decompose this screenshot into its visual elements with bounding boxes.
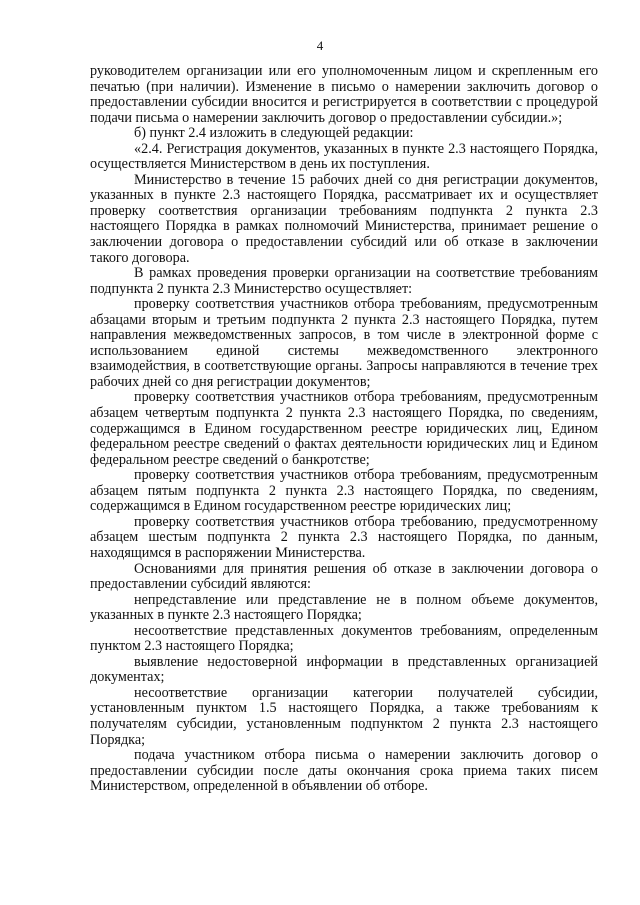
paragraph-2-4-registration: «2.4. Регистрация документов, указанных в пункте 2.3 настоящего Порядка, осуществляется Министерством в день их поступления. xyxy=(90,140,598,173)
paragraph-refusal-grounds: Основаниями для принятия решения об отказе в заключении договора о предоставлении субсидий являются: xyxy=(90,560,598,593)
paragraph-continuation: руководителем организации или его уполномоченным лицом и скрепленным его печатью (при наличии). Изменение в письмо о намерении заключить договор о предоставлении субсидии вносится и регистрируется в соответствии с процедурой подачи письма о намерении заключить договор о предоставлении субсидии.»; xyxy=(90,63,598,126)
paragraph-ground-late-submission: подача участником отбора письма о намерении заключить договор о предоставлении субсидии после даты окончания срока приема таких писем Министерством, определенной в объявлении об отборе. xyxy=(90,747,598,795)
paragraph-amendment-b: б) пункт 2.4 изложить в следующей редакции: xyxy=(134,125,414,142)
page-number: 4 xyxy=(316,38,324,53)
paragraph-check-interagency: проверку соответствия участников отбора требованиям, предусмотренным абзацами вторым и третьим подпункта 2 пункта 2.3 настоящего Порядка, путем направления межведомственных запросов, в том числе в электронной форме с использованием единой системы межведомственного электронного взаимодействия, в соответствующие органы. Запросы направляются в течение трех рабочих дней со дня регистрации документов; xyxy=(90,296,598,390)
paragraph-check-ministry-data: проверку соответствия участников отбора требованию, предусмотренному абзацем шестым подпункта 2 пункта 2.3 настоящего Порядка, по данным, находящимся в распоряжении Министерства. xyxy=(90,513,598,561)
paragraph-ground-incomplete-docs: непредставление или представление не в полном объеме документов, указанных в пункте 2.3 настоящего Порядка; xyxy=(90,591,598,624)
paragraph-ground-category-mismatch: несоответствие организации категории получателей субсидии, установленным пунктом 1.5 настоящего Порядка, а также требованиям к получателям субсидии, установленным подпунктом 2 пункта 2.3 настоящего Порядка; xyxy=(90,684,598,748)
paragraph-ground-false-info: выявление недостоверной информации в представленных организацией документах; xyxy=(90,653,598,686)
paragraph-check-scope: В рамках проведения проверки организации на соответствие требованиям подпункта 2 пункта 2.3 Министерство осуществляет: xyxy=(90,265,598,297)
paragraph-check-egrul: проверку соответствия участников отбора требованиям, предусмотренным абзацем пятым подпункта 2 пункта 2.3 настоящего Порядка, по сведениям, содержащимся в Едином государственном реестре юридических лиц; xyxy=(90,467,598,515)
paragraph-ground-doc-mismatch: несоответствие представленных документов требованиям, определенным пунктом 2.3 настоящего Порядка; xyxy=(90,622,598,655)
paragraph-check-registries: проверку соответствия участников отбора требованиям, предусмотренным абзацем четвертым подпункта 2 пункта 2.3 настоящего Порядка, по сведениям, содержащимся в Едином государственном реестре юридических лиц, Едином федеральном реестре сведений о фактах деятельности юридических лиц и Едином федеральном реестре сведений о банкротстве; xyxy=(90,389,598,468)
paragraph-ministry-review: Министерство в течение 15 рабочих дней со дня регистрации документов, указанных в пункте 2.3 настоящего Порядка, рассматривает их и осуществляет проверку соответствия организации требованиям подпункта 2 пункта 2.3 настоящего Порядка в рамках полномочий Министерства, принимает решение о заключении договора о предоставлении субсидий или об отказе в заключении такого договора. xyxy=(90,171,598,266)
document-body xyxy=(90,64,598,795)
